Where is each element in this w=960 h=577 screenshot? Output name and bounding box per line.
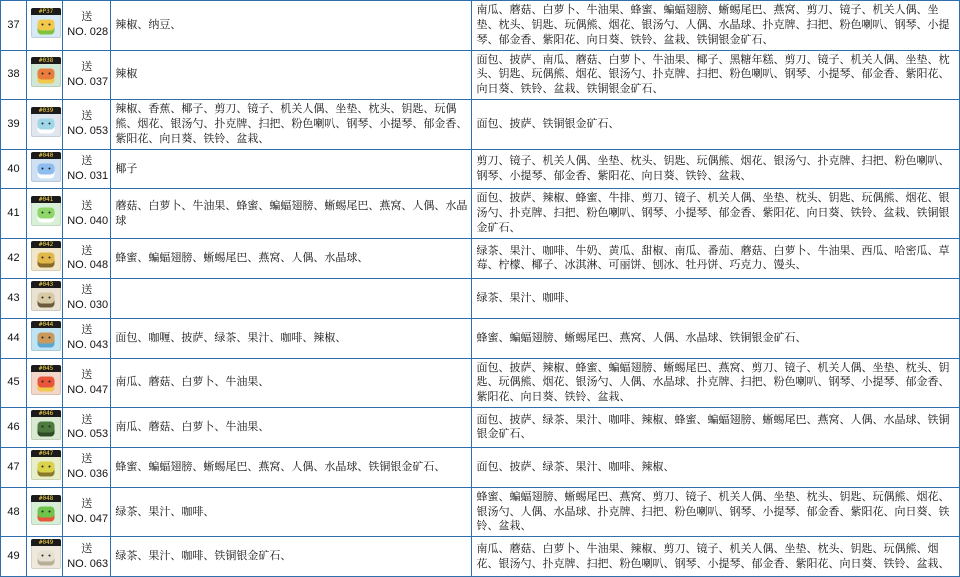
sprite-code-label: #042 <box>31 241 61 248</box>
send-cell <box>63 50 111 100</box>
character-sprite <box>31 410 61 440</box>
character-icon <box>27 318 63 358</box>
liked-gifts-cell <box>111 278 472 318</box>
table-row <box>1 487 960 537</box>
table-row <box>1 318 960 358</box>
sprite-body <box>31 288 61 311</box>
sprite-body <box>31 546 61 569</box>
character-icon <box>27 447 63 487</box>
liked-gifts-cell: 蜂蜜、蝙蝠翅膀、蜥蜴尾巴、燕窝、人偶、水晶球、铁铜银金矿石、 <box>111 447 472 487</box>
send-cell <box>63 537 111 577</box>
liked-gifts-cell: 蜂蜜、蝙蝠翅膀、蜥蜴尾巴、燕窝、人偶、水晶球、 <box>111 238 472 278</box>
send-label: 送 <box>81 244 93 257</box>
sprite-blob <box>38 208 55 223</box>
character-sprite <box>31 107 61 137</box>
sprite-blob <box>38 69 55 84</box>
sprite-body <box>31 114 61 137</box>
send-number: NO. 053 <box>67 428 109 441</box>
sprite-code-label: #048 <box>31 495 61 502</box>
send-label: 送 <box>81 368 93 381</box>
liked-gifts-cell: 绿茶、果汁、咖啡、铁铜银金矿石、 <box>111 537 472 577</box>
table-row <box>1 408 960 448</box>
sprite-body <box>31 417 61 440</box>
character-icon <box>27 238 63 278</box>
character-sprite <box>31 450 61 480</box>
gift-table-body <box>1 1 960 577</box>
row-index: 38 <box>1 50 27 100</box>
character-icon <box>27 408 63 448</box>
table-row <box>1 189 960 239</box>
send-label: 送 <box>81 199 93 212</box>
other-gifts-cell: 绿茶、果汁、咖啡、 <box>472 278 960 318</box>
table-row <box>1 238 960 278</box>
row-index: 48 <box>1 487 27 537</box>
other-gifts-cell: 面包、披萨、辣椒、蜂蜜、蝙蝠翅膀、蜥蜴尾巴、燕窝、剪刀、镜子、机关人偶、坐垫、枕头、钥匙、玩偶熊、烟花、银汤勺、人偶、水晶球、扑克牌、扫把、粉色喇叭、钢琴、小提琴、郁金香、紫阳花、向日葵、铁铃、盆栽、 <box>472 358 960 408</box>
row-index: 42 <box>1 238 27 278</box>
sprite-code-label: #047 <box>31 450 61 457</box>
row-index: 39 <box>1 100 27 150</box>
sprite-blob <box>38 19 55 34</box>
sprite-body <box>31 64 61 87</box>
sprite-code-label: #045 <box>31 365 61 372</box>
character-icon <box>27 100 63 150</box>
send-number: NO. 047 <box>67 383 109 396</box>
row-index: 46 <box>1 408 27 448</box>
sprite-code-label: #043 <box>31 281 61 288</box>
other-gifts-cell: 面包、披萨、绿茶、果汁、咖啡、辣椒、蜂蜜、蝙蝠翅膀、蜥蜴尾巴、燕窝、人偶、水晶球、铁铜银金矿石、 <box>472 408 960 448</box>
sprite-code-label: #044 <box>31 321 61 328</box>
sprite-body <box>31 457 61 480</box>
send-number: NO. 047 <box>67 512 109 525</box>
sprite-code-label: #039 <box>31 107 61 114</box>
send-label: 送 <box>81 413 93 426</box>
liked-gifts-cell: 蘑菇、白萝卜、牛油果、蜂蜜、蝙蝠翅膀、蜥蜴尾巴、燕窝、人偶、水晶球 <box>111 189 472 239</box>
send-cell <box>63 318 111 358</box>
table-row <box>1 447 960 487</box>
send-number: NO. 043 <box>67 339 109 352</box>
character-sprite <box>31 152 61 182</box>
other-gifts-cell: 面包、披萨、南瓜、蘑菇、白萝卜、牛油果、椰子、黑糖年糕、剪刀、镜子、机关人偶、坐垫、枕头、钥匙、玩偶熊、烟花、银汤勺、扑克牌、扫把、粉色喇叭、钢琴、小提琴、郁金香、紫阳花、向日葵、铁铃、盆栽、铁铜银金矿石、 <box>472 50 960 100</box>
character-icon <box>27 149 63 189</box>
character-icon <box>27 278 63 318</box>
send-number: NO. 048 <box>67 259 109 272</box>
sprite-code-label: #046 <box>31 410 61 417</box>
send-cell <box>63 238 111 278</box>
liked-gifts-cell: 椰子 <box>111 149 472 189</box>
row-index: 37 <box>1 1 27 51</box>
send-number: NO. 031 <box>67 170 109 183</box>
table-row <box>1 1 960 51</box>
character-sprite <box>31 365 61 395</box>
send-cell <box>63 149 111 189</box>
other-gifts-cell: 蜂蜜、蝙蝠翅膀、蜥蜴尾巴、燕窝、人偶、水晶球、铁铜银金矿石、 <box>472 318 960 358</box>
row-index: 40 <box>1 149 27 189</box>
table-row <box>1 149 960 189</box>
send-number: NO. 037 <box>67 75 109 88</box>
character-icon <box>27 537 63 577</box>
send-label: 送 <box>81 60 93 73</box>
sprite-code-label: #040 <box>31 152 61 159</box>
other-gifts-cell: 绿茶、果汁、咖啡、牛奶、黄瓜、甜椒、南瓜、番茄、蘑菇、白萝卜、牛油果、西瓜、哈密瓜、草莓、柠檬、椰子、冰淇淋、可丽饼、刨冰、牡丹饼、巧克力、馒头、 <box>472 238 960 278</box>
other-gifts-cell: 面包、披萨、铁铜银金矿石、 <box>472 100 960 150</box>
character-sprite <box>31 57 61 87</box>
sprite-body <box>31 248 61 271</box>
sprite-body <box>31 502 61 525</box>
send-cell <box>63 408 111 448</box>
send-cell <box>63 278 111 318</box>
sprite-code-label: #038 <box>31 57 61 64</box>
character-sprite <box>31 539 61 569</box>
table-row <box>1 537 960 577</box>
table-row <box>1 100 960 150</box>
character-icon <box>27 358 63 408</box>
other-gifts-cell: 面包、披萨、辣椒、蜂蜜、牛排、剪刀、镜子、机关人偶、坐垫、枕头、钥匙、玩偶熊、烟花、银汤勺、扑克牌、扫把、粉色喇叭、钢琴、小提琴、郁金香、紫阳花、向日葵、铁铃、盆栽、铁铜银金矿石、 <box>472 189 960 239</box>
sprite-code-label: #041 <box>31 196 61 203</box>
send-cell <box>63 358 111 408</box>
sprite-blob <box>38 292 55 307</box>
sprite-body <box>31 328 61 351</box>
send-number: NO. 040 <box>67 214 109 227</box>
send-cell <box>63 447 111 487</box>
row-index: 43 <box>1 278 27 318</box>
character-icon <box>27 1 63 51</box>
table-row <box>1 358 960 408</box>
sprite-code-label: #049 <box>31 539 61 546</box>
sprite-body <box>31 159 61 182</box>
liked-gifts-cell: 面包、咖喱、披萨、绿茶、果汁、咖啡、辣椒、 <box>111 318 472 358</box>
character-icon <box>27 50 63 100</box>
liked-gifts-cell: 辣椒、纳豆、 <box>111 1 472 51</box>
sprite-blob <box>38 377 55 392</box>
send-label: 送 <box>81 324 93 337</box>
send-label: 送 <box>81 11 93 24</box>
sprite-blob <box>38 163 55 178</box>
sprite-blob <box>38 252 55 267</box>
send-label: 送 <box>81 453 93 466</box>
send-cell <box>63 487 111 537</box>
sprite-body <box>31 203 61 226</box>
send-label: 送 <box>81 542 93 555</box>
sprite-blob <box>38 118 55 133</box>
other-gifts-cell: 南瓜、蘑菇、白萝卜、牛油果、蜂蜜、蝙蝠翅膀、蜥蜴尾巴、燕窝、剪刀、镜子、机关人偶、坐垫、枕头、钥匙、玩偶熊、烟花、银汤勺、人偶、水晶球、扑克牌、扫把、粉色喇叭、钢琴、小提琴、郁金香、紫阳花、向日葵、铁铃、盆栽、铁铜银金矿石、 <box>472 1 960 51</box>
sprite-blob <box>38 421 55 436</box>
character-sprite <box>31 321 61 351</box>
character-sprite <box>31 241 61 271</box>
other-gifts-cell: 南瓜、蘑菇、白萝卜、牛油果、辣椒、剪刀、镜子、机关人偶、坐垫、枕头、钥匙、玩偶熊、烟花、银汤勺、扑克牌、扫把、粉色喇叭、钢琴、小提琴、郁金香、紫阳花、向日葵、铁铃、盆栽、 <box>472 537 960 577</box>
sprite-blob <box>38 332 55 347</box>
liked-gifts-cell: 辣椒 <box>111 50 472 100</box>
send-number: NO. 053 <box>67 125 109 138</box>
liked-gifts-cell: 辣椒、香蕉、椰子、剪刀、镜子、机关人偶、坐垫、枕头、钥匙、玩偶熊、烟花、银汤勺、扑克牌、扫把、粉色喇叭、钢琴、小提琴、郁金香、紫阳花、向日葵、铁铃、盆栽、 <box>111 100 472 150</box>
sprite-body <box>31 372 61 395</box>
send-cell <box>63 1 111 51</box>
send-number: NO. 030 <box>67 299 109 312</box>
sprite-code-label: #P37 <box>31 8 61 15</box>
character-icon <box>27 487 63 537</box>
sprite-blob <box>38 551 55 566</box>
sprite-blob <box>38 461 55 476</box>
character-icon <box>27 189 63 239</box>
sprite-blob <box>38 506 55 521</box>
character-sprite <box>31 196 61 226</box>
row-index: 41 <box>1 189 27 239</box>
table-row <box>1 50 960 100</box>
send-label: 送 <box>81 155 93 168</box>
table-row <box>1 278 960 318</box>
send-number: NO. 028 <box>67 26 109 39</box>
liked-gifts-cell: 南瓜、蘑菇、白萝卜、牛油果、 <box>111 408 472 448</box>
other-gifts-cell: 剪刀、镜子、机关人偶、坐垫、枕头、钥匙、玩偶熊、烟花、银汤勺、扑克牌、扫把、粉色喇叭、钢琴、小提琴、郁金香、紫阳花、向日葵、铁铃、盆栽、 <box>472 149 960 189</box>
row-index: 45 <box>1 358 27 408</box>
character-sprite <box>31 495 61 525</box>
other-gifts-cell: 面包、披萨、绿茶、果汁、咖啡、辣椒、 <box>472 447 960 487</box>
send-cell <box>63 100 111 150</box>
send-number: NO. 063 <box>67 557 109 570</box>
send-cell <box>63 189 111 239</box>
row-index: 49 <box>1 537 27 577</box>
send-number: NO. 036 <box>67 468 109 481</box>
character-sprite <box>31 281 61 311</box>
row-index: 44 <box>1 318 27 358</box>
character-sprite <box>31 8 61 38</box>
sprite-body <box>31 15 61 38</box>
send-label: 送 <box>81 284 93 297</box>
send-label: 送 <box>81 498 93 511</box>
send-label: 送 <box>81 110 93 123</box>
liked-gifts-cell: 南瓜、蘑菇、白萝卜、牛油果、 <box>111 358 472 408</box>
row-index: 47 <box>1 447 27 487</box>
other-gifts-cell: 蜂蜜、蝙蝠翅膀、蜥蜴尾巴、燕窝、剪刀、镜子、机关人偶、坐垫、枕头、钥匙、玩偶熊、烟花、银汤勺、人偶、水晶球、扑克牌、扫把、粉色喇叭、钢琴、小提琴、郁金香、紫阳花、向日葵、铁铃、盆栽、 <box>472 487 960 537</box>
liked-gifts-cell: 绿茶、果汁、咖啡、 <box>111 487 472 537</box>
